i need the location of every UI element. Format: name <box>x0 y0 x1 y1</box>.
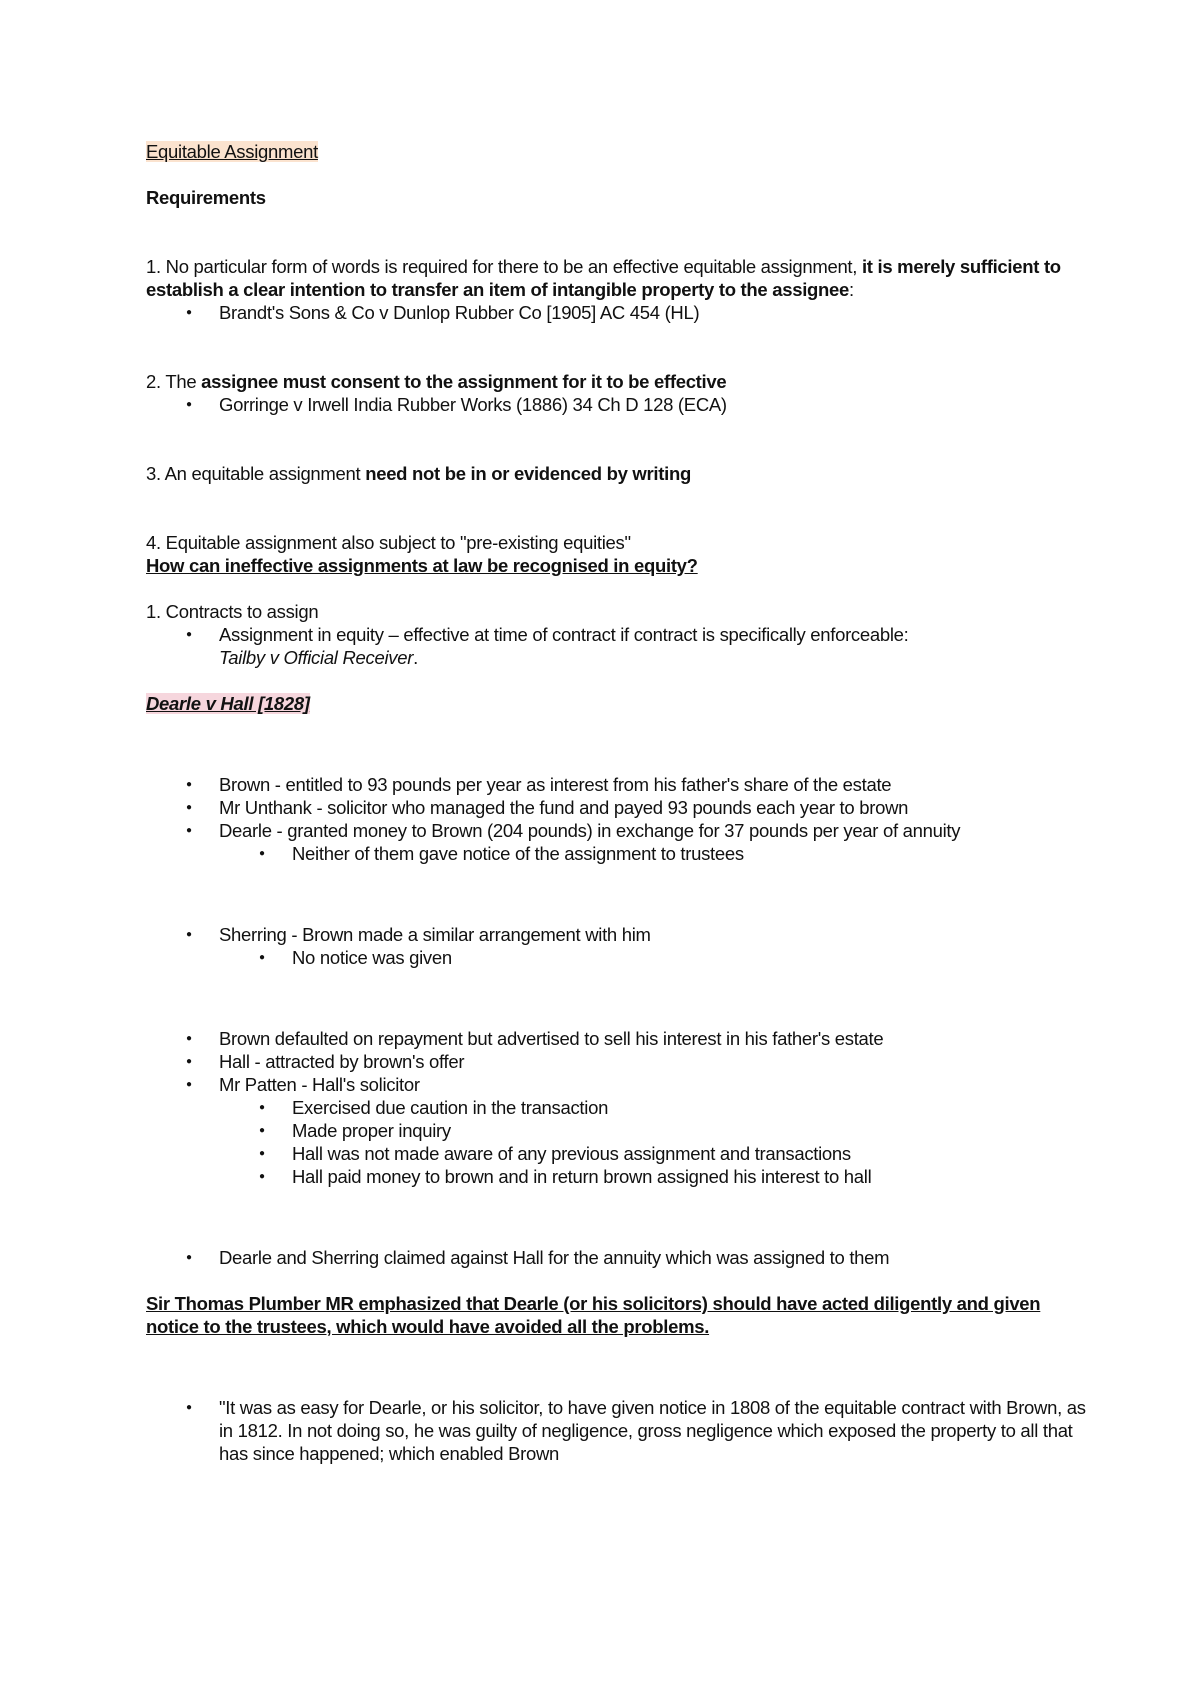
list-item: ● Made proper inquiry <box>146 1119 1086 1142</box>
contracts-label: 1. Contracts to assign <box>146 601 319 622</box>
facts-group-1 <box>146 773 1086 865</box>
document-page <box>146 140 1086 1465</box>
requirement-1-bold: it is merely sufficient to establish a clear intention to transfer an item of intangible property to the assignee <box>146 256 1061 300</box>
list-item: ● Exercised due caution in the transaction <box>146 1096 1086 1119</box>
facts-group-4 <box>146 1246 1086 1269</box>
contracts-case: Tailby v Official Receiver <box>219 647 414 668</box>
requirement-2-bold: assignee must consent to the assignment for it to be effective <box>201 371 727 392</box>
contracts-list <box>146 623 1086 669</box>
list-item: ● Neither of them gave notice of the assignment to trustees <box>146 842 1086 865</box>
requirement-2-cases <box>146 393 1086 416</box>
list-item: ● Brown defaulted on repayment but advertised to sell his interest in his father's estate <box>146 1027 1086 1050</box>
list-item: ● Brown - entitled to 93 pounds per year as interest from his father's share of the estate <box>146 773 1086 796</box>
requirement-1 <box>146 255 1086 301</box>
list-item: ● No notice was given <box>146 946 1086 969</box>
requirement-1-start: 1. No particular form of words is required for there to be an effective equitable assignment, <box>146 256 862 277</box>
list-item: ● Gorringe v Irwell India Rubber Works (1886) 34 Ch D 128 (ECA) <box>146 393 1086 416</box>
list-item: ● Dearle - granted money to Brown (204 pounds) in exchange for 37 pounds per year of annuity <box>146 819 1086 842</box>
requirement-1-end: : <box>849 279 854 300</box>
requirement-2-start: 2. The <box>146 371 202 392</box>
requirement-3-start: 3. An equitable assignment <box>146 463 366 484</box>
list-item: ● Mr Patten - Hall's solicitor <box>146 1073 1086 1096</box>
facts-group-3 <box>146 1027 1086 1188</box>
list-item: ● Hall paid money to brown and in return brown assigned his interest to hall <box>146 1165 1086 1188</box>
requirement-2 <box>146 370 1086 393</box>
list-item: ● Sherring - Brown made a similar arrangement with him <box>146 923 1086 946</box>
requirement-3-bold: need not be in or evidenced by writing <box>365 463 691 484</box>
contracts-bullet-text: Assignment in equity – effective at time of contract if contract is specifically enforceable: <box>219 624 909 645</box>
list-item: ● Mr Unthank - solicitor who managed the fund and payed 93 pounds each year to brown <box>146 796 1086 819</box>
list-item <box>146 623 1086 669</box>
facts-group-2 <box>146 923 1086 969</box>
quote-list <box>146 1396 1086 1465</box>
requirements-heading: Requirements <box>146 187 266 208</box>
list-item: ● Hall - attracted by brown's offer <box>146 1050 1086 1073</box>
ineffective-heading: How can ineffective assignments at law be recognised in equity? <box>146 555 698 576</box>
quote-item: ● "It was as easy for Dearle, or his solicitor, to have given notice in 1808 of the equitable contract with Brown, as in 1812. In not doing so, he was guilty of negligence, gross negligence which exposed the property to all that has since happened; which enabled Brown <box>146 1396 1086 1465</box>
list-item: ● Brandt's Sons & Co v Dunlop Rubber Co [1905] AC 454 (HL) <box>146 301 1086 324</box>
list-item: ● Hall was not made aware of any previous assignment and transactions <box>146 1142 1086 1165</box>
contracts-end: . <box>413 647 418 668</box>
requirement-3 <box>146 462 1086 485</box>
list-item: ● Dearle and Sherring claimed against Hall for the annuity which was assigned to them <box>146 1246 1086 1269</box>
dearle-heading-text: Dearle v Hall [1828] <box>146 693 310 714</box>
title-text: Equitable Assignment <box>146 141 318 162</box>
dearle-heading <box>146 692 1086 715</box>
requirement-1-cases <box>146 301 1086 324</box>
plumber-heading: Sir Thomas Plumber MR emphasized that Dearle (or his solicitors) should have acted diligently and given notice to the trustees, which would have avoided all the problems. <box>146 1293 1041 1337</box>
document-title <box>146 140 1086 163</box>
requirement-4: 4. Equitable assignment also subject to "pre-existing equities" <box>146 532 631 553</box>
